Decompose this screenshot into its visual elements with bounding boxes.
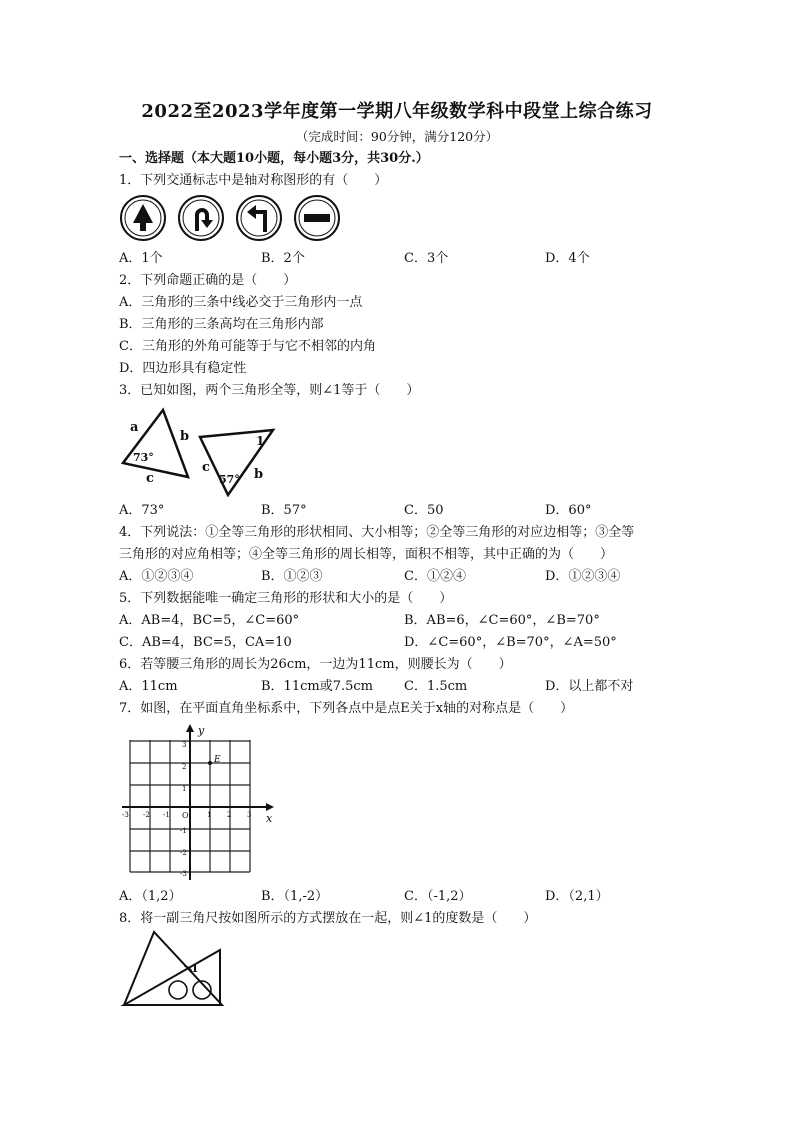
section-heading-choice: 一、选择题（本大题10小题，每小题3分，共30分.）: [119, 151, 429, 166]
x-tick: -3: [122, 811, 129, 819]
q2-option-c: C．三角形的外角可能等于与它不相邻的内角: [119, 339, 376, 354]
point-e-label: E: [214, 755, 221, 765]
q3-option-c: C．50: [404, 503, 444, 518]
label-c-right: c: [202, 460, 210, 475]
q2-option-d: D．四边形具有稳定性: [119, 361, 247, 376]
q6-option-b: B．11cm或7.5cm: [261, 679, 373, 694]
x-tick: -2: [143, 811, 150, 819]
time-and-score-note: （完成时间：90分钟，满分120分）: [295, 129, 499, 144]
y-tick: -3: [180, 870, 187, 878]
x-tick: 3: [247, 811, 252, 819]
page-title: 2022至2023学年度第一学期八年级数学科中段堂上综合练习: [141, 101, 653, 122]
label-angle-1: 1: [256, 434, 265, 448]
label-b: b: [180, 429, 190, 444]
no-entry-bar-icon: [295, 196, 339, 240]
y-tick: -2: [180, 849, 187, 857]
arrow-up-icon: [121, 196, 165, 240]
y-tick: -1: [180, 827, 187, 835]
y-tick: 2: [182, 763, 187, 771]
traffic-signs-figure: [118, 193, 344, 245]
q1-option-c: C．3个: [404, 251, 449, 266]
label-a: a: [130, 420, 139, 435]
q4-option-a: A．①②③④: [119, 569, 194, 584]
x-tick: -1: [163, 811, 170, 819]
q3-option-d: D．60°: [545, 503, 592, 518]
q5-option-a: A．AB=4，BC=5，∠C=60°: [119, 613, 300, 628]
q6-option-d: D．以上都不对: [545, 679, 634, 694]
question-3-stem: 3．已知如图，两个三角形全等，则∠1等于（ ）: [119, 383, 420, 398]
q6-option-a: A．11cm: [119, 679, 178, 694]
q2-option-b: B．三角形的三条高均在三角形内部: [119, 317, 324, 332]
q7-option-d: D．（2,1）: [545, 889, 609, 904]
q7-option-a: A．（1,2）: [119, 889, 182, 904]
q6-option-c: C．1.5cm: [404, 679, 468, 694]
q1-option-d: D．4个: [545, 251, 590, 266]
q7-option-b: B．（1,-2）: [261, 889, 329, 904]
question-6-stem: 6．若等腰三角形的周长为26cm，一边为11cm，则腰长为（ ）: [119, 657, 512, 672]
q7-option-c: C．（-1,2）: [404, 889, 472, 904]
y-tick: 1: [182, 785, 187, 793]
q1-option-b: B．2个: [261, 251, 305, 266]
q4-option-b: B．①②③: [261, 569, 323, 584]
congruent-triangles-figure: [118, 405, 278, 497]
q2-option-a: A．三角形的三条中线必交于三角形内一点: [119, 295, 363, 310]
q4-option-d: D．①②③④: [545, 569, 621, 584]
turn-left-icon: [237, 196, 281, 240]
question-4-stem-line-2: 三角形的对应角相等；④全等三角形的周长相等，面积不相等，其中正确的为（ ）: [119, 547, 614, 562]
point-e: [208, 761, 212, 765]
y-axis-label: y: [198, 724, 205, 737]
coordinate-grid-figure: [118, 722, 278, 884]
u-turn-icon: [179, 196, 223, 240]
q5-option-c: C．AB=4，BC=5，CA=10: [119, 635, 292, 650]
label-57: 57°: [219, 473, 240, 486]
question-5-stem: 5．下列数据能唯一确定三角形的形状和大小的是（ ）: [119, 591, 453, 606]
label-73: 73°: [133, 451, 154, 464]
x-tick: 2: [227, 811, 232, 819]
q5-option-b: B．AB=6，∠C=60°，∠B=70°: [404, 613, 600, 628]
angle-1-label: 1: [191, 962, 199, 975]
q5-option-d: D．∠C=60°，∠B=70°，∠A=50°: [404, 635, 617, 650]
q4-option-c: C．①②④: [404, 569, 466, 584]
x-tick: 1: [207, 811, 212, 819]
q1-option-a: A．1个: [119, 251, 163, 266]
question-7-stem: 7．如图，在平面直角坐标系中，下列各点中是点E关于x轴的对称点是（ ）: [119, 701, 574, 716]
question-2-stem: 2．下列命题正确的是（ ）: [119, 273, 297, 288]
label-c: c: [146, 471, 154, 486]
x-axis-label: x: [266, 812, 273, 825]
label-b-right: b: [254, 467, 264, 482]
y-tick: 3: [182, 741, 187, 749]
question-1-stem: 1．下列交通标志中是轴对称图形的有（ ）: [119, 173, 388, 188]
question-4-stem-line-1: 4．下列说法：①全等三角形的形状相同、大小相等；②全等三角形的对应边相等；③全等: [119, 525, 635, 540]
q3-option-a: A．73°: [119, 503, 165, 518]
q3-option-b: B．57°: [261, 503, 307, 518]
origin-label: O: [182, 811, 189, 820]
set-squares-figure: [118, 928, 228, 1010]
question-8-stem: 8．将一副三角尺按如图所示的方式摆放在一起，则∠1的度数是（ ）: [119, 911, 537, 926]
